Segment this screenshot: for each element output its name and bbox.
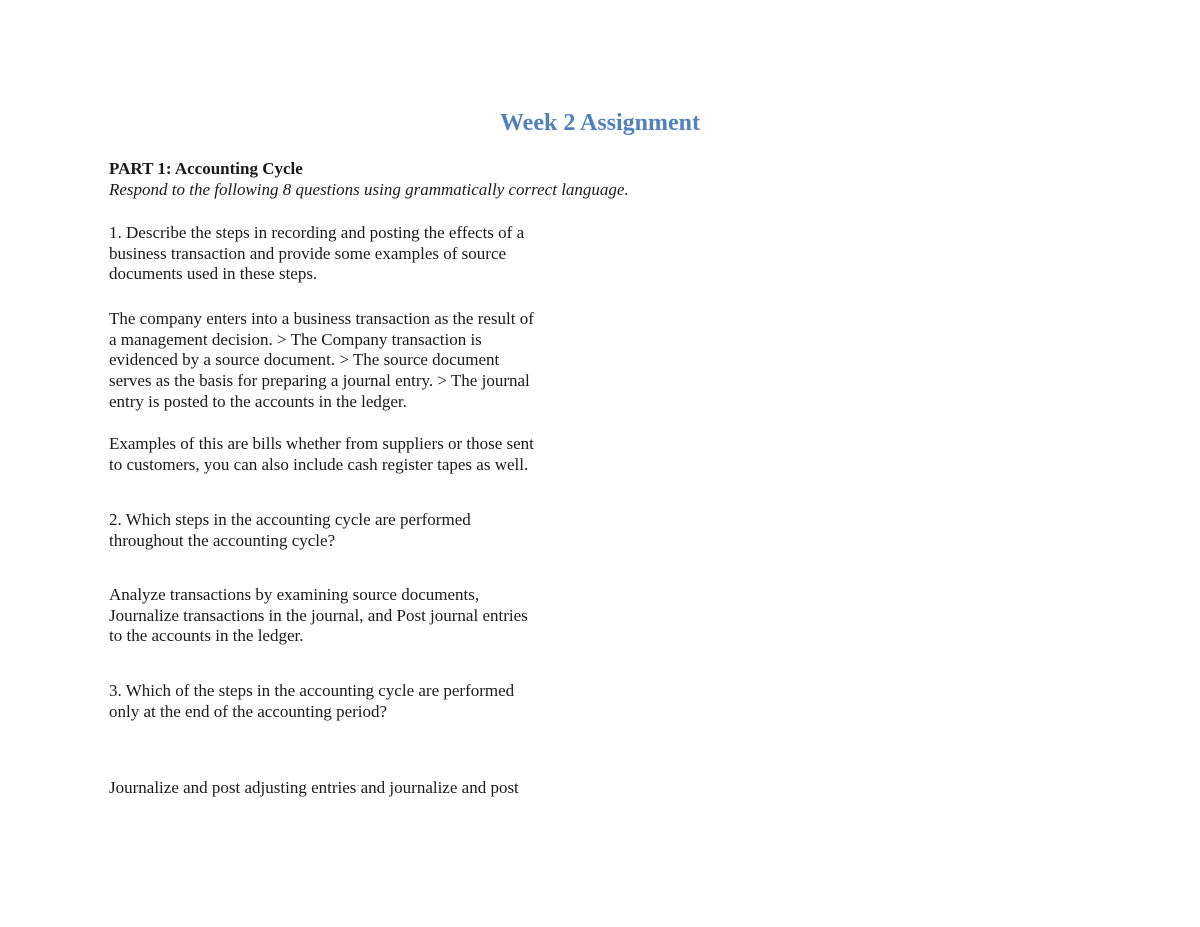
answer-line: a management decision. > The Company transaction is [109,329,482,349]
question-1-answer-paragraph-1 [109,309,579,413]
question-line: throughout the accounting cycle? [109,530,336,550]
question-line: documents used in these steps. [109,264,318,284]
question-1-answer-paragraph-2 [109,434,579,475]
question-line: 1. Describe the steps in recording and posting the effects of a [109,223,525,242]
answer-line: Examples of this are bills whether from suppliers or those sent [109,434,534,453]
question-line: 3. Which of the steps in the accounting cycle are performed [109,681,515,700]
answer-line: evidenced by a source document. > The source document [109,350,500,370]
question-1-prompt [109,223,579,285]
answer-line: The company enters into a business transaction as the result of [109,309,534,328]
question-line: only at the end of the accounting period? [109,701,388,721]
answer-line: Analyze transactions by examining source documents, [109,585,480,604]
part-heading: PART 1: Accounting Cycle [109,159,303,178]
question-line: business transaction and provide some examples of source [109,243,507,263]
answer-line: Journalize and post adjusting entries and journalize and post [109,778,519,797]
instructions-text: Respond to the following 8 questions using grammatically correct language. [109,180,629,199]
question-3-prompt [109,681,579,722]
answer-line: Journalize transactions in the journal, and Post journal entries [109,605,528,625]
answer-line: entry is posted to the accounts in the ledger. [109,391,407,411]
answer-line: to the accounts in the ledger. [109,626,304,646]
document-title: Week 2 Assignment [499,110,700,136]
question-2-prompt [109,510,579,551]
question-2-answer [109,585,579,647]
question-line: 2. Which steps in the accounting cycle are performed [109,510,471,529]
question-3-answer [109,778,579,799]
answer-line: to customers, you can also include cash register tapes as well. [109,454,529,474]
answer-line: serves as the basis for preparing a journal entry. > The journal [109,371,530,391]
